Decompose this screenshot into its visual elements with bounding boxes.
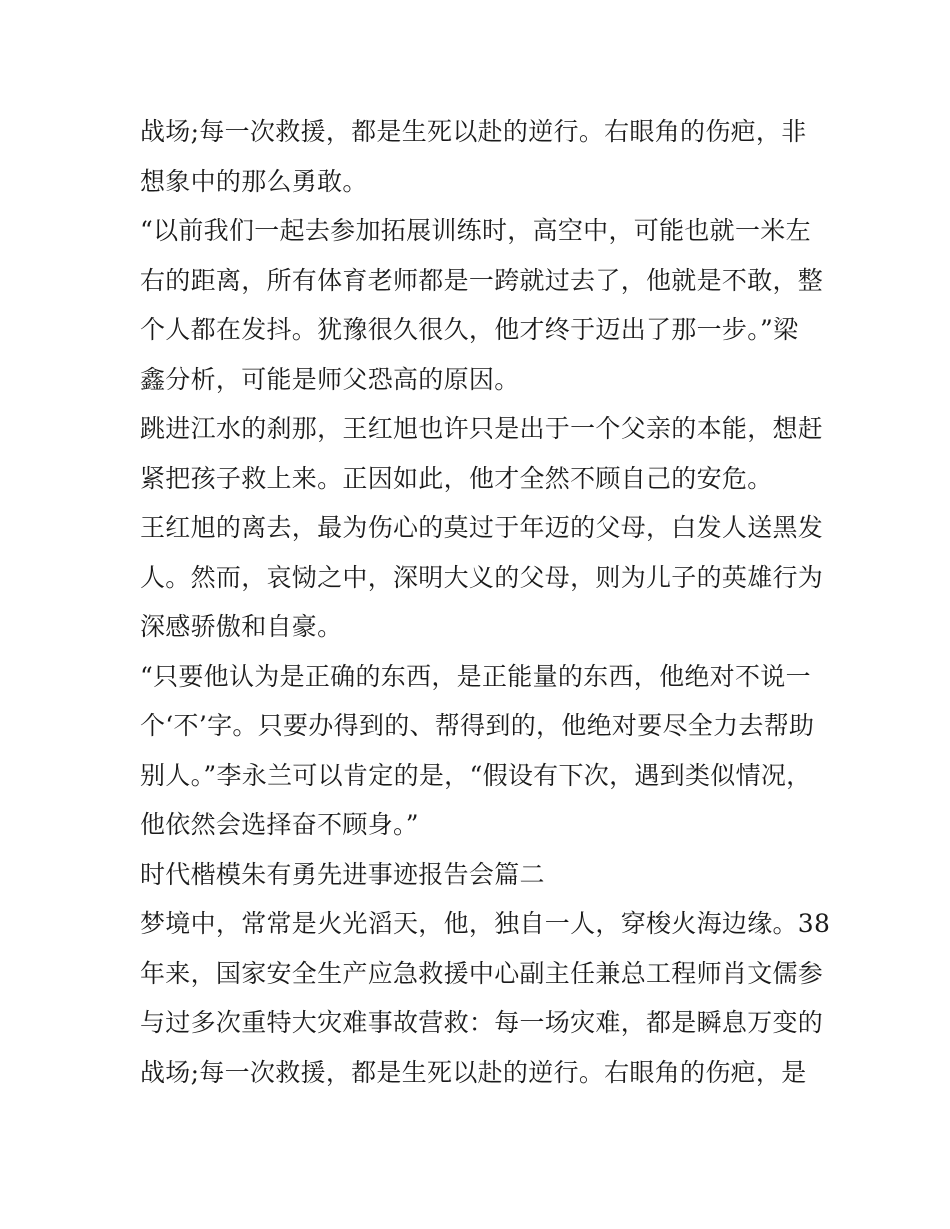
section-heading: 时代楷模朱有勇先进事迹报告会篇二 — [140, 859, 545, 889]
text-line: 人。然而，哀恸之中，深明大义的父母，则为儿子的英雄行为 — [140, 562, 824, 592]
text-line: 战场;每一次救援，都是生死以赴的逆行。右眼角的伤疤，非 — [140, 117, 807, 146]
text-line: 右的距离，所有体育老师都是一跨就过去了，他就是不敢，整 — [140, 265, 824, 295]
text-line: 个人都在发抖。犹豫很久很久，他才终于迈出了那一步。”梁 — [140, 315, 799, 344]
text-line: 王红旭的离去，最为伤心的莫过于年迈的父母，白发人送黑发 — [140, 513, 824, 542]
text-line: 别人。”李永兰可以肯定的是，“假设有下次，遇到类似情况， — [140, 760, 812, 790]
document-body — [140, 107, 831, 1097]
text-line: 跳进江水的刹那，王红旭也许只是出于一个父亲的本能，想赶 — [140, 414, 824, 443]
text-line: 他依然会选择奋不顾身。” — [140, 810, 419, 839]
text-line: 年来，国家安全生产应急救援中心副主任兼总工程师肖文儒参 — [140, 958, 824, 988]
text-line: 梦境中，常常是火光滔天，他，独自一人，穿梭火海边缘。38 — [140, 909, 831, 938]
text-line: 个‘不’字。只要办得到的、帮得到的，他绝对要尽全力去帮助 — [140, 711, 815, 740]
text-line: 鑫分析，可能是师父恐高的原因。 — [140, 364, 520, 394]
text-line: 深感骄傲和自豪。 — [140, 612, 343, 641]
text-line: “只要他认为是正确的东西，是正能量的东西，他绝对不说一 — [140, 661, 811, 691]
text-line: 战场;每一次救援，都是生死以赴的逆行。右眼角的伤疤，是 — [140, 1057, 807, 1087]
text-line: 与过多次重特大灾难事故营救：每一场灾难，都是瞬息万变的 — [140, 1008, 824, 1037]
text-line: 想象中的那么勇敢。 — [140, 166, 368, 196]
text-line: 紧把孩子救上来。正因如此，他才全然不顾自己的安危。 — [140, 463, 773, 493]
text-line: “以前我们一起去参加拓展训练时，高空中，可能也就一米左 — [140, 216, 811, 245]
